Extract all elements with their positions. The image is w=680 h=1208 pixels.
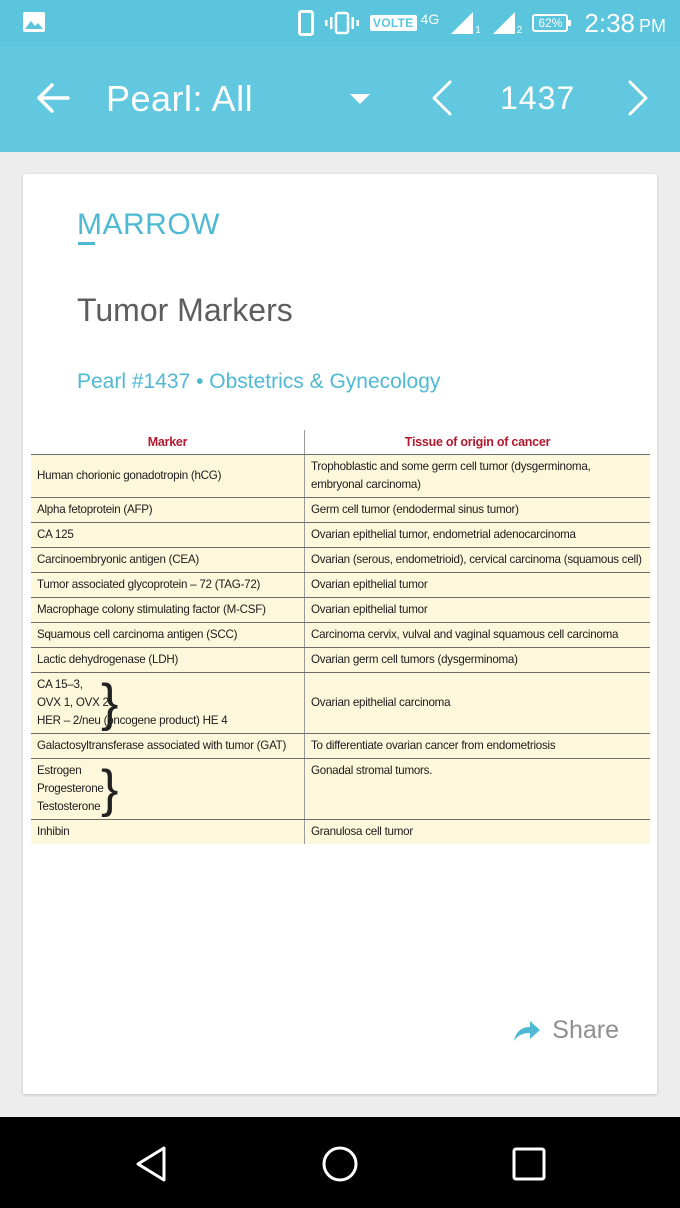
tissue-cell [305,498,651,523]
table-row [31,598,650,623]
tissue-cell [305,598,651,623]
network-type: 4G [420,11,440,27]
table-row [31,734,650,759]
marker-text: CA 125 [37,528,74,541]
sim2-label: 2 [516,24,523,36]
marker-text: CA 15–3, [37,678,83,691]
battery-indicator: 62% [532,14,568,32]
tissue-cell [305,820,651,845]
share-label: Share [552,1016,619,1044]
tissue-cell [305,759,651,820]
marker-text: Squamous cell carcinoma antigen (SCC) [37,628,238,641]
marker-cell [31,598,305,623]
marker-text: Alpha fetoprotein (AFP) [37,503,153,516]
clock-time: 2:38 [584,7,635,38]
marker-cell [31,648,305,673]
tissue-text: Gonadal stromal tumors. [311,764,433,777]
tissue-text: Ovarian (serous, endometrioid), cervical carcinoma (squamous cell) [311,553,642,566]
marker-cell [31,759,305,820]
tissue-text: Ovarian epithelial tumor [311,578,428,591]
marker-text: Progesterone [37,782,104,795]
table-row [31,648,650,673]
marker-text: HER – 2/neu (oncogene product) HE 4 [37,714,228,727]
tissue-text: Ovarian epithelial tumor, endometrial adenocarcinoma [311,528,576,541]
tissue-cell [305,548,651,573]
column-header-tissue: Tissue of origin of cancer [305,430,651,455]
pearl-card [23,174,657,1094]
table-row [31,573,650,598]
tissue-cell [305,623,651,648]
tissue-text: Carcinoma cervix, vulval and vaginal squamous cell carcinoma [311,628,619,641]
marker-text: Estrogen [37,764,82,777]
brand-underline [78,242,95,245]
clock [584,8,666,39]
marker-text: Carcinoembryonic antigen (CEA) [37,553,199,566]
table-row [31,759,650,820]
table-row [31,820,650,845]
caret-down-icon[interactable] [348,92,372,106]
column-header-marker: Marker [31,430,305,455]
table-row [31,523,650,548]
tissue-text: Granulosa cell tumor [311,825,413,838]
tissue-cell [305,573,651,598]
tissue-text: To differentiate ovarian cancer from endometriosis [311,739,556,752]
brace-icon: } [101,760,119,818]
marker-text: Galactosyltransferase associated with tumor (GAT) [37,739,287,752]
table-row [31,548,650,573]
tissue-text: Trophoblastic and some germ cell tumor (dysgerminoma, [311,460,591,473]
toolbar-title[interactable]: Pearl: All [106,78,254,119]
marker-cell [31,455,305,498]
tissue-cell [305,673,651,734]
marker-cell [31,523,305,548]
pearl-title: Tumor Markers [77,292,293,328]
marker-text: OVX 1, OVX 2 [37,696,109,709]
gallery-notification-icon [22,11,46,33]
status-bar [0,0,680,46]
system-nav-bar [0,1117,680,1208]
tissue-cell [305,523,651,548]
tissue-cell [305,648,651,673]
share-button[interactable] [512,1016,619,1045]
signal-sim1-icon [449,10,481,36]
marker-cell [31,573,305,598]
nav-recents-icon[interactable] [509,1144,549,1184]
nav-home-icon[interactable] [320,1144,360,1184]
marker-text: Testosterone [37,800,101,813]
table-row [31,673,650,734]
marker-cell [31,548,305,573]
marker-text: Lactic dehydrogenase (LDH) [37,653,179,666]
page-number: 1437 [500,80,576,116]
pearl-subtitle: Pearl #1437 • Obstetrics & Gynecology [77,370,441,393]
marker-text: Tumor associated glycoprotein – 72 (TAG-72) [37,578,261,591]
arrow-left-icon[interactable] [34,80,74,116]
table-row [31,623,650,648]
tissue-text: Ovarian germ cell tumors (dysgerminoma) [311,653,518,666]
table-row [31,455,650,498]
brace-icon: } [101,674,119,732]
nav-back-icon[interactable] [132,1144,172,1184]
tissue-cell [305,734,651,759]
marker-cell [31,623,305,648]
marker-cell [31,673,305,734]
tissue-text: Germ cell tumor (endodermal sinus tumor) [311,503,519,516]
vibrate-icon [324,11,360,35]
table-row [31,498,650,523]
tissue-cell [305,455,651,498]
chevron-right-icon[interactable] [624,78,652,118]
share-arrow-icon [512,1019,542,1043]
marker-text: Inhibin [37,825,70,838]
marker-cell [31,734,305,759]
tissue-text: embryonal carcinoma) [311,478,421,491]
phone-icon [298,10,314,36]
sim1-label: 1 [475,24,481,36]
signal-sim2-icon [491,10,523,36]
marker-cell [31,820,305,845]
brand-logo: MARROW [77,208,220,241]
marker-text: Macrophage colony stimulating factor (M-CSF) [37,603,266,616]
marker-cell [31,498,305,523]
app-toolbar [0,46,680,152]
marker-text: Human chorionic gonadotropin (hCG) [37,469,222,482]
volte-badge: VOLTE [370,15,417,31]
chevron-left-icon[interactable] [428,78,456,118]
tumor-markers-table [31,430,650,844]
tissue-text: Ovarian epithelial tumor [311,603,428,616]
clock-ampm: PM [639,15,666,36]
tissue-text: Ovarian epithelial carcinoma [311,696,451,709]
